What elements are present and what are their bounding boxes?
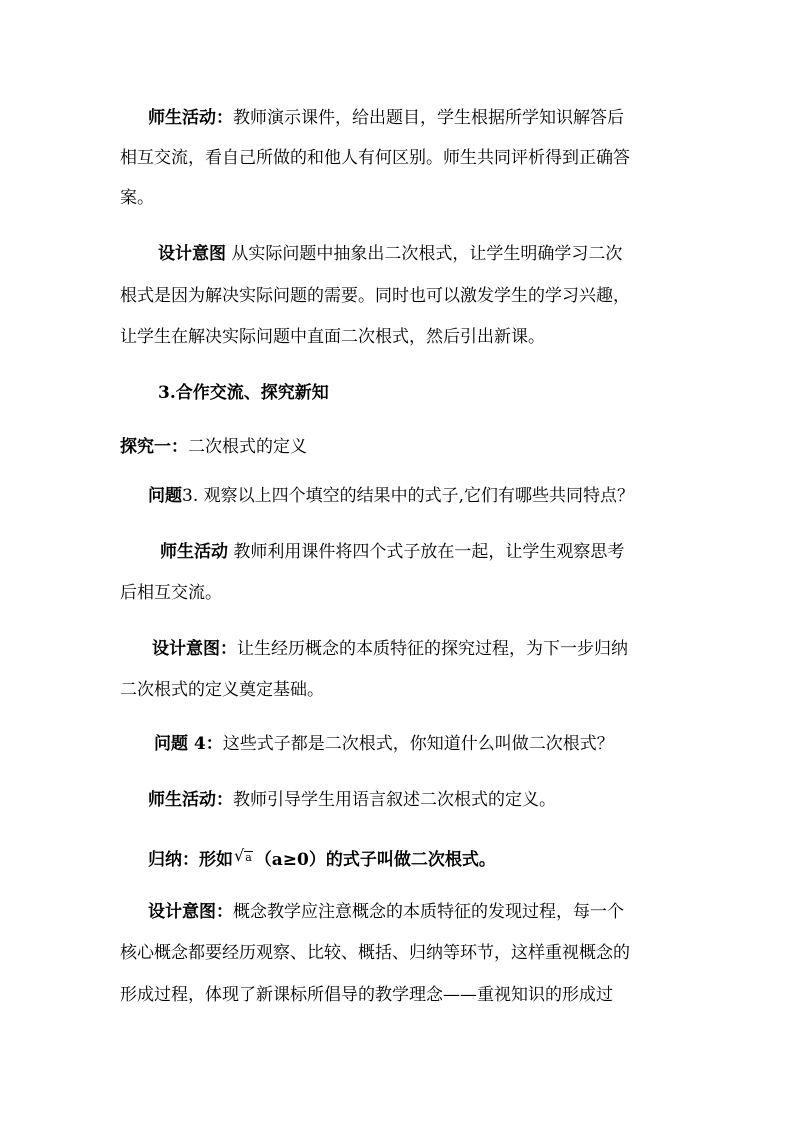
paragraph-label: 设计意图: [158, 244, 226, 264]
section-heading: 3.合作交流、探究新知: [158, 383, 329, 403]
question-label: 问题: [148, 486, 182, 506]
paragraph-design-intent-1: [158, 244, 622, 264]
paragraph-line: 相互交流，看自己所做的和他人有何区别。师生共同评析得到正确答: [120, 148, 630, 168]
summary-definition: [148, 846, 496, 870]
question-text: 这些式子都是二次根式，你知道什么叫做二次根式？: [222, 734, 614, 754]
paragraph-line: 根式是因为解决实际问题的需要。同时也可以激发学生的学习兴趣，: [120, 286, 630, 306]
question-label: 问题 4：: [154, 734, 223, 754]
question-3: [148, 486, 634, 506]
paragraph-text: 让生经历概念的本质特征的探究过程，为下一步归纳: [237, 639, 628, 659]
paragraph-line: 二次根式的定义奠定基础。: [120, 680, 324, 700]
question-text: 3. 观察以上四个填空的结果中的式子,它们有哪些共同特点？: [182, 486, 635, 506]
paragraph-label: 设计意图：: [148, 902, 233, 922]
radical-sign-icon: √: [234, 846, 245, 865]
paragraph-line: 核心概念都要经历观察、比较、概括、归纳等环节，这样重视概念的: [120, 943, 630, 963]
paragraph-text: 教师演示课件，给出题目，学生根据所学知识解答后: [233, 108, 624, 128]
paragraph-line: 让学生在解决实际问题中直面二次根式，然后引出新课。: [120, 327, 545, 347]
radicand: a: [245, 851, 252, 864]
sqrt-expression: [234, 846, 253, 868]
paragraph-text: 教师引导学生用语言叙述二次根式的定义。: [233, 790, 556, 810]
paragraph-line: 案。: [120, 188, 154, 208]
paragraph-text: 教师利用课件将四个式子放在一起，让学生观察思考: [233, 542, 625, 562]
paragraph-line: 后相互交流。: [120, 583, 222, 603]
explore-heading: [120, 437, 307, 457]
paragraph-teacher-student-activity-3: [148, 790, 556, 810]
paragraph-label: 师生活动: [160, 542, 228, 562]
summary-prefix: 归纳：形如: [148, 850, 233, 870]
paragraph-design-intent-3: [148, 902, 624, 922]
question-4: [154, 734, 614, 754]
paragraph-label: 设计意图：: [152, 639, 237, 659]
paragraph-design-intent-2: [152, 639, 628, 659]
paragraph-teacher-student-activity-2: [160, 542, 624, 562]
paragraph-label: 师生活动：: [148, 108, 233, 128]
paragraph-line: 形成过程，体现了新课标所倡导的教学理念——重视知识的形成过: [120, 985, 613, 1005]
paragraph-label: 师生活动：: [148, 790, 233, 810]
explore-label: 探究一：: [120, 437, 188, 457]
explore-title: 二次根式的定义: [188, 437, 307, 457]
paragraph-teacher-student-activity-1: [148, 108, 624, 128]
paragraph-text: 概念教学应注意概念的本质特征的发现过程，每一个: [233, 902, 624, 922]
paragraph-text: 从实际问题中抽象出二次根式，让学生明确学习二次: [231, 244, 623, 264]
summary-suffix: （a≥0）的式子叫做二次根式。: [254, 850, 496, 870]
